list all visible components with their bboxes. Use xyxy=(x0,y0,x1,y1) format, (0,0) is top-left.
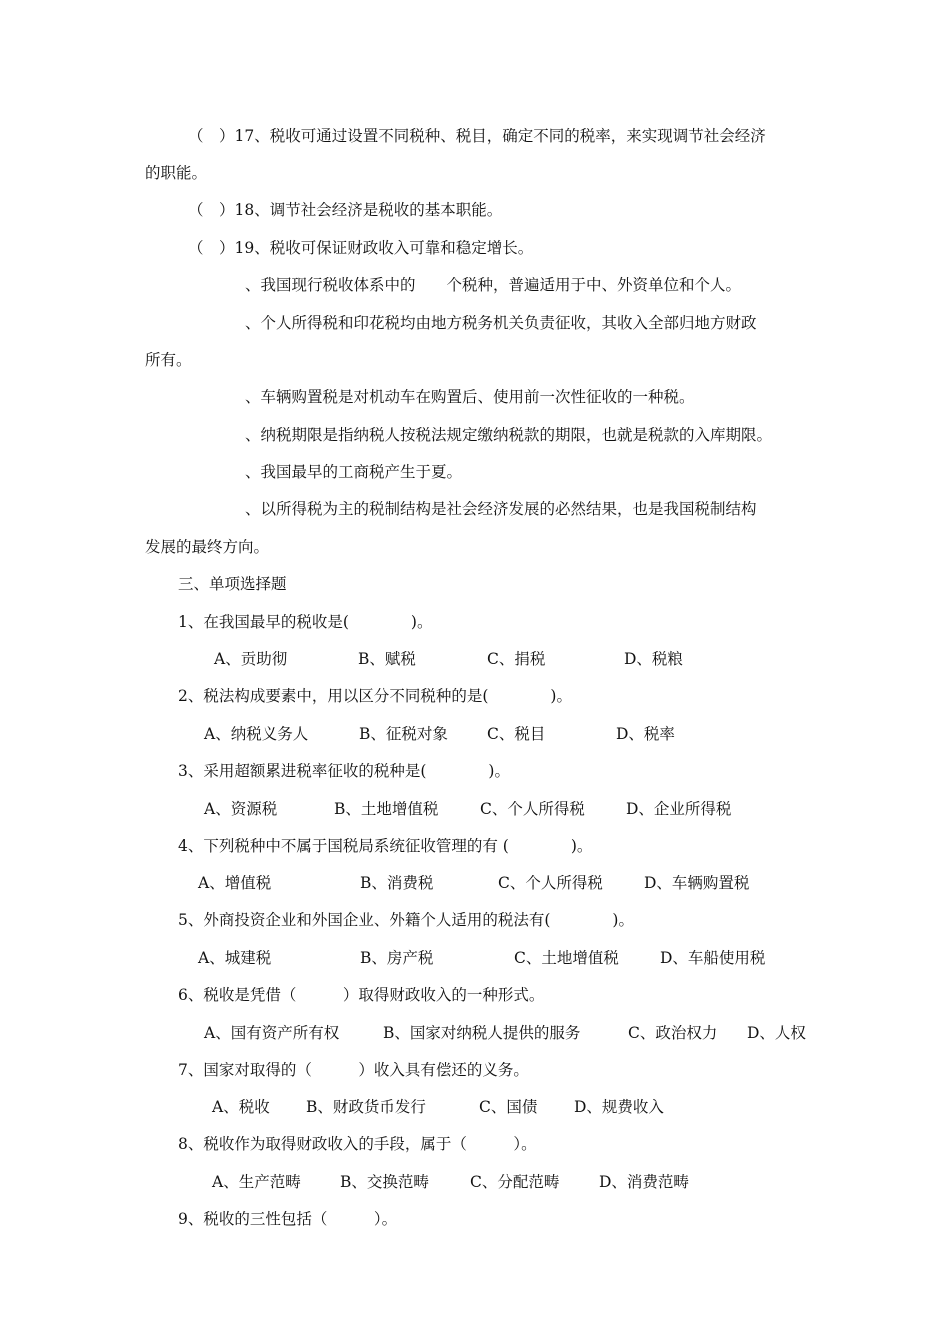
q3-option-b: B、土地增值税 xyxy=(334,800,439,818)
q7-option-c: C、国债 xyxy=(479,1098,538,1116)
tf-item-21-line2: 所有。 xyxy=(145,351,192,369)
q5-option-d: D、车船使用税 xyxy=(660,949,766,967)
tf-item-22: 、车辆购置税是对机动车在购置后、使用前一次性征收的一种税。 xyxy=(245,388,695,406)
question-2: 2、税法构成要素中，用以区分不同税种的是( )。 xyxy=(178,687,572,705)
tf-item-25-line2: 发展的最终方向。 xyxy=(145,538,270,556)
q3-option-a: A、资源税 xyxy=(204,800,278,818)
tf-item-17-line1: （ ）17、税收可通过设置不同税种、税目，确定不同的税率，来实现调节社会经济 xyxy=(188,127,766,145)
question-6: 6、税收是凭借（ ）取得财政收入的一种形式。 xyxy=(178,986,545,1004)
q2-option-a: A、纳税义务人 xyxy=(204,725,309,743)
tf-item-25-line1: 、以所得税为主的税制结构是社会经济发展的必然结果，也是我国税制结构 xyxy=(245,500,757,518)
question-5: 5、外商投资企业和外国企业、外籍个人适用的税法有( )。 xyxy=(178,911,634,929)
question-1: 1、在我国最早的税收是( )。 xyxy=(178,613,433,631)
q8-option-a: A、生产范畴 xyxy=(212,1173,301,1191)
q2-option-d: D、税率 xyxy=(616,725,675,743)
q8-option-b: B、交换范畴 xyxy=(340,1173,429,1191)
q1-option-c: C、捐税 xyxy=(487,650,546,668)
q5-option-b: B、房产税 xyxy=(360,949,434,967)
tf-item-24: 、我国最早的工商税产生于夏。 xyxy=(245,463,463,481)
question-4: 4、下列税种中不属于国税局系统征收管理的有 ( )。 xyxy=(178,837,593,855)
tf-item-19: （ ）19、税收可保证财政收入可靠和稳定增长。 xyxy=(188,239,534,257)
q1-option-d: D、税粮 xyxy=(624,650,683,668)
q8-option-c: C、分配范畴 xyxy=(470,1173,560,1191)
q2-option-b: B、征税对象 xyxy=(359,725,448,743)
q2-option-c: C、税目 xyxy=(487,725,546,743)
question-7: 7、国家对取得的（ ）收入具有偿还的义务。 xyxy=(178,1061,529,1079)
question-8: 8、税收作为取得财政收入的手段，属于（ ）。 xyxy=(178,1135,537,1153)
q6-option-a: A、国有资产所有权 xyxy=(204,1024,340,1042)
q7-option-b: B、财政货币发行 xyxy=(306,1098,426,1116)
q4-option-a: A、增值税 xyxy=(198,874,272,892)
q5-option-a: A、城建税 xyxy=(198,949,272,967)
q1-option-a: A、贡助彻 xyxy=(214,650,288,668)
q6-option-b: B、国家对纳税人提供的服务 xyxy=(383,1024,581,1042)
q4-option-c: C、个人所得税 xyxy=(498,874,603,892)
q5-option-c: C、土地增值税 xyxy=(514,949,619,967)
q6-option-c: C、政治权力 xyxy=(628,1024,718,1042)
q3-option-c: C、个人所得税 xyxy=(480,800,585,818)
q7-option-a: A、税收 xyxy=(212,1098,270,1116)
section-title: 三、单项选择题 xyxy=(178,575,287,593)
q7-option-d: D、规费收入 xyxy=(574,1098,664,1116)
tf-item-21-line1: 、个人所得税和印花税均由地方税务机关负责征收，其收入全部归地方财政 xyxy=(245,314,757,332)
tf-item-18: （ ）18、调节社会经济是税收的基本职能。 xyxy=(188,201,503,219)
question-9: 9、税收的三性包括（ ）。 xyxy=(178,1210,398,1228)
q1-option-b: B、赋税 xyxy=(358,650,416,668)
tf-item-23: 、纳税期限是指纳税人按税法规定缴纳税款的期限，也就是税款的入库期限。 xyxy=(245,426,773,444)
q8-option-d: D、消费范畴 xyxy=(599,1173,689,1191)
question-3: 3、采用超额累进税率征收的税种是( )。 xyxy=(178,762,510,780)
tf-item-20: 、我国现行税收体系中的 个税种，普遍适用于中、外资单位和个人。 xyxy=(245,276,742,294)
q3-option-d: D、企业所得税 xyxy=(626,800,732,818)
q4-option-d: D、车辆购置税 xyxy=(644,874,750,892)
q6-option-d: D、人权 xyxy=(747,1024,806,1042)
q4-option-b: B、消费税 xyxy=(360,874,434,892)
tf-item-17-line2: 的职能。 xyxy=(145,164,208,182)
